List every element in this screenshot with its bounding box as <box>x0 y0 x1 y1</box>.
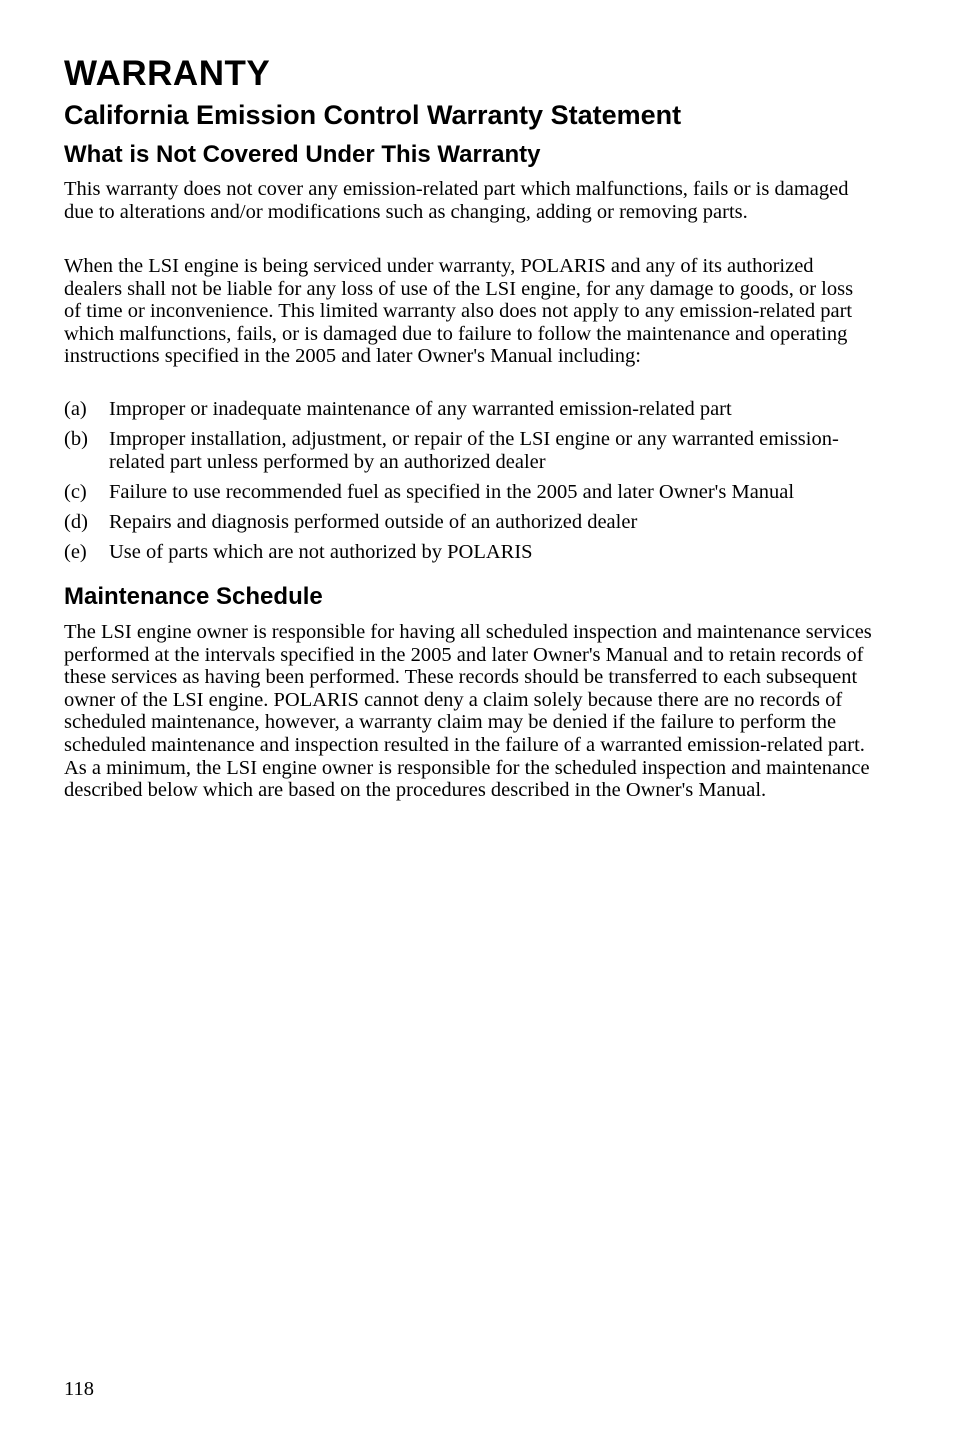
list-item-text: Improper installation, adjustment, or repair of the LSI engine or any warranted emission-related part unless performed by an authorized dealer <box>109 427 839 473</box>
not-covered-paragraph-2: When the LSI engine is being serviced under warranty, POLARIS and any of its authorized dealers shall not be liable for any loss of use of the LSI engine, for any damage to goods, or loss of time or inconvenience. This limited warranty also does not apply to any emission-related part which malfunctions, fails, or is damaged due to failure to follow the maintenance and operating instructions specified in the 2005 and later Owner's Manual including: <box>64 255 854 368</box>
maintenance-heading: Maintenance Schedule <box>64 583 323 610</box>
list-item <box>64 511 872 534</box>
list-marker: (b) <box>64 427 88 450</box>
list-marker: (e) <box>64 540 87 563</box>
not-covered-paragraph-1: This warranty does not cover any emission-related part which malfunctions, fails or is damaged due to alterations and/or modifications such as changing, adding or removing parts. <box>64 178 849 223</box>
list-item <box>64 428 872 473</box>
chapter-title: WARRANTY <box>64 54 271 93</box>
list-marker: (a) <box>64 398 87 420</box>
maintenance-paragraph: The LSI engine owner is responsible for having all scheduled inspection and maintenance services performed at the intervals specified in the 2005 and later Owner's Manual and to retain records of these services as having been performed. These records should be transferred to each subsequent owner of the LSI engine. POLARIS cannot deny a claim solely because there are no records of scheduled maintenance, however, a warranty claim may be denied if the failure to perform the scheduled maintenance and inspection resulted in the failure of a warranted emission-related part. As a minimum, the LSI engine owner is responsible for the scheduled inspection and maintenance described below which are based on the procedures described in the Owner's Manual. <box>64 621 872 802</box>
not-covered-heading: What is Not Covered Under This Warranty <box>64 141 541 168</box>
page-number: 118 <box>64 1378 94 1400</box>
list-item-text: Repairs and diagnosis performed outside of an authorized dealer <box>109 510 638 533</box>
list-item <box>64 398 872 421</box>
list-item-text: Failure to use recommended fuel as specified in the 2005 and later Owner's Manual <box>109 480 795 503</box>
list-marker: (d) <box>64 510 88 533</box>
list-item-text: Use of parts which are not authorized by POLARIS <box>109 540 533 563</box>
section-title: California Emission Control Warranty Statement <box>64 100 682 130</box>
list-item-text: Improper or inadequate maintenance of any warranted emission-related part <box>109 398 732 420</box>
exclusions-list <box>64 398 872 571</box>
list-marker: (c) <box>64 480 87 503</box>
list-item <box>64 481 872 504</box>
list-item <box>64 541 872 564</box>
